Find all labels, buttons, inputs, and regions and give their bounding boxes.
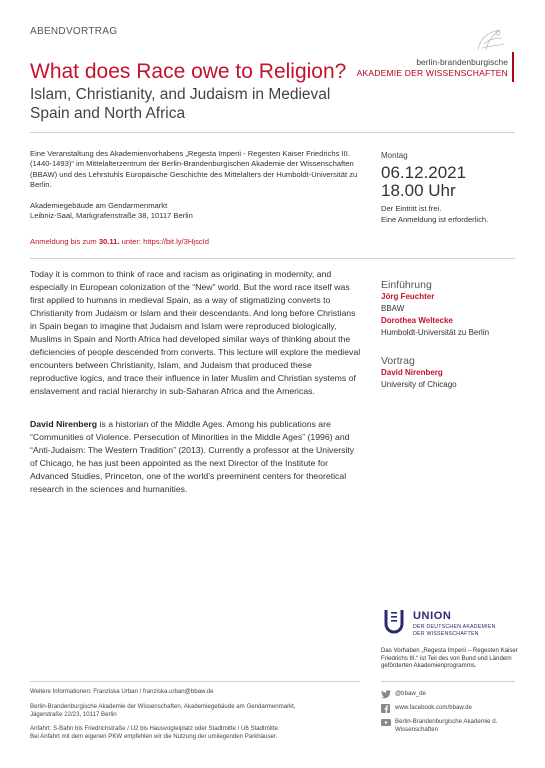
registration-note	[30, 237, 209, 246]
twitter-link[interactable]	[381, 690, 521, 700]
intro-affiliation-1: BBAW	[381, 304, 405, 313]
footer-divider-left	[30, 681, 360, 682]
introduction-section	[381, 279, 521, 339]
event-time: 18.00 Uhr	[381, 181, 456, 200]
admission-free: Der Eintritt ist frei.	[381, 204, 442, 213]
registration-prefix: Anmeldung bis zum	[30, 237, 99, 246]
union-logo	[383, 606, 523, 646]
youtube-icon	[381, 718, 391, 727]
contact-info[interactable]: Weitere Informationen: Franziska Urban / franziska.urban@bbaw.de	[30, 688, 214, 695]
youtube-link[interactable]	[381, 718, 521, 736]
union-sub-line-1: DER DEUTSCHEN AKADEMIEN	[413, 624, 496, 630]
union-subtitle	[413, 624, 496, 638]
bio-text: is a historian of the Middle Ages. Among his publications are “Communities of Violence. Persecution of Minorities in the Middle Ages” (1996) and “Anti-Judaism: The Western Tradition” (2013). Currently a professor at the University of Chicago, he has just been appointed as the next Director of the Institute for Advanced Studies, Princeton, one of the world’s preeminent centers for theoretical research in the sciences and humanities.	[30, 419, 355, 494]
registration-link[interactable]: unter: https://bit.ly/3HjscId	[119, 237, 209, 246]
logo-line-1: berlin-brandenburgische	[416, 57, 508, 67]
union-sub-line-2: DER WISSENSCHAFTEN	[413, 630, 479, 637]
funding-note: Das Vorhaben „Regesta Imperii – Regesten Kaiser Friedrichs III.“ ist Teil des von Bund und Ländern geförderten Akademienprogramms.	[381, 647, 518, 670]
footer-divider-right	[381, 681, 515, 682]
event-date: 06.12.2021	[381, 163, 467, 182]
event-weekday: Montag	[381, 151, 408, 160]
lecture-affiliation: University of Chicago	[381, 380, 457, 389]
twitter-icon	[381, 690, 391, 699]
union-mark-icon	[383, 608, 405, 634]
speaker-bio	[30, 418, 362, 496]
introduction-heading: Einführung	[381, 279, 432, 291]
facebook-url: www.facebook.com/bbaw.de	[395, 704, 472, 711]
bio-speaker-name: David Nirenberg	[30, 419, 98, 429]
intro-affiliation-2: Humboldt-Universität zu Berlin	[381, 328, 490, 337]
registration-deadline: 30.11.	[98, 237, 120, 246]
venue-building: Akademiegebäude am Gendarmenmarkt	[30, 201, 168, 210]
intro-speaker-2: Dorothea Weltecke	[381, 316, 453, 325]
venue-block	[30, 201, 360, 222]
address-line-1: Berlin-Brandenburgische Akademie der Wissenschaften, Akademiegebäude am Gendarmenmarkt,	[30, 703, 296, 710]
page-subtitle: Islam, Christianity, and Judaism in Medieval Spain and North Africa	[30, 86, 331, 122]
logo-accent-bar	[512, 52, 514, 82]
academy-emblem-icon	[470, 24, 510, 54]
lecture-abstract: Today it is common to think of race and racism as originating in modernity, and especially in European colonization of the “New” world. But the word race itself was first applied to humans in medieval Spain, as a way of stigmatizing converts to Christianity from Judaism or Islam and their descendants. And long before Christians in Spain began to imagine that Judaism and Islam were reproduced biologically, Muslims in Spain and North Africa had developed similar ways of thinking about the deficiencies of people descended from converts. This lecture will explore the medieval encounters between Christianity, Islam, and Judaism that produced these reproductive logics, and trace their influence in later Muslim and Christian systems of enslavement and racial hierarchy in sub-Saharan Africa and the Americas.	[30, 269, 361, 396]
footer-address	[30, 703, 360, 719]
travel-line-2: Bei Anfahrt mit dem eigenen PKW empfehlen wir die Nutzung der umliegenden Parkhäuser.	[30, 733, 278, 740]
youtube-line-2: Wissenschaften	[395, 725, 439, 733]
page-title: What does Race owe to Religion?	[30, 60, 347, 83]
intro-speaker-1: Jörg Feuchter	[381, 292, 435, 301]
event-type-label: ABENDVORTRAG	[30, 26, 118, 37]
venue-address: Leibniz-Saal, Markgrafenstraße 38, 10117 Berlin	[30, 211, 193, 221]
registration-required: Eine Anmeldung ist erforderlich.	[381, 214, 489, 224]
body-divider	[30, 258, 515, 259]
organizer-intro: Eine Veranstaltung des Akademienvorhabens „Regesta Imperii - Regesten Kaiser Friedrichs III. (1440-1493)“ im Mittelalterzentrum der Berlin-Brandenburgischen Akademie der Wissenschaften (BBAW) und des Lehrstuhls Europäische Geschichte des Mittelalters der Humboldt-Universität zu Berlin.	[30, 149, 358, 190]
facebook-link[interactable]	[381, 704, 521, 714]
header-divider	[30, 132, 515, 133]
union-title: UNION	[413, 610, 452, 622]
lecture-speaker: David Nirenberg	[381, 368, 443, 377]
youtube-line-1: Berlin-Brandenburgische Akademie d.	[395, 718, 498, 725]
lecture-section	[381, 355, 521, 391]
admission-note	[381, 204, 521, 225]
lecture-heading: Vortrag	[381, 355, 415, 367]
twitter-handle: @bbaw_de	[395, 690, 426, 697]
travel-line-1: Anfahrt: S-Bahn bis Friedrichstraße / U2 bis Hausvogteiplatz oder Stadtmitte / U6 Stadtmitte.	[30, 725, 280, 732]
bbaw-logo	[356, 24, 518, 84]
travel-directions	[30, 725, 360, 741]
address-line-2: Jägerstraße 22/23, 10117 Berlin	[30, 711, 117, 718]
facebook-icon	[381, 704, 391, 713]
logo-line-2: AKADEMIE DER WISSENSCHAFTEN	[356, 68, 508, 78]
youtube-channel	[395, 718, 497, 733]
